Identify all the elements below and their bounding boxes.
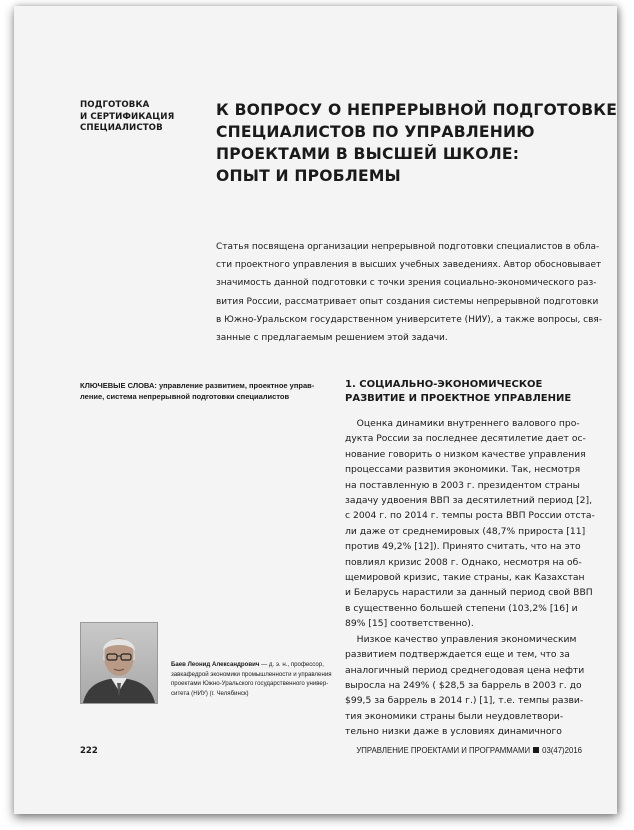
author-credentials: — д. э. н., профессор, — [259, 661, 324, 668]
article-title — [216, 99, 618, 187]
body-line: $99,5 за баррель в 2014 г.) [1], т.е. темпы разви- — [345, 695, 584, 707]
abstract — [216, 238, 603, 347]
body-line: аналогичный период среднегодовая цена нефти — [345, 664, 585, 676]
body-line: с 2004 г. по 2014 г. темпы роста ВВП России отста- — [345, 510, 595, 522]
heading-line: РАЗВИТИЕ И ПРОЕКТНОЕ УПРАВЛЕНИЕ — [345, 392, 572, 404]
body-line: Низкое качество управления экономическим — [345, 633, 577, 645]
body-line: процессами развития экономики. Так, несмотря — [345, 464, 581, 476]
body-line: задачу удвоения ВВП за десятилетний период [2], — [345, 495, 592, 507]
keywords — [80, 380, 330, 402]
body-line: Оценка динамики внутреннего валового про- — [345, 418, 580, 429]
journal-name: УПРАВЛЕНИЕ ПРОЕКТАМИ И ПРОГРАММАМИ — [356, 746, 531, 755]
square-separator-icon — [533, 747, 539, 753]
journal-issue: 03(47)2016 — [542, 746, 582, 755]
body-text — [345, 416, 595, 740]
keywords-text: ление, система непрерывной подготовки специалистов — [80, 392, 290, 401]
author-position: завкафедрой экономики промышленности и управления — [171, 670, 332, 678]
keywords-text: управление развитием, проектное управ- — [156, 381, 315, 390]
abstract-line: вития России, рассматривает опыт создания системы непрерывной подготовки — [216, 296, 599, 307]
abstract-line: сти проектного управления в высших учебных заведениях. Автор обосновывает — [216, 260, 602, 271]
section-label-line: СПЕЦИАЛИСТОВ — [80, 123, 163, 133]
body-line: повлиял кризис 2008 г. Однако, несмотря на об- — [345, 556, 582, 568]
body-line: в существенно большей степени (103,2% [16] и — [345, 602, 578, 614]
body-line: 89% [15] соответственно). — [345, 618, 474, 630]
journal-footer — [356, 746, 582, 755]
section-label-line: И СЕРТИФИКАЦИЯ — [80, 111, 175, 122]
abstract-line: Статья посвящена организации непрерывной подготовки специалистов в обла- — [216, 242, 600, 252]
author-portrait-icon — [81, 623, 157, 703]
heading-line: 1. СОЦИАЛЬНО-ЭКОНОМИЧЕСКОЕ — [345, 379, 543, 390]
author-position: ситета (НИУ) (г. Челябинск) — [171, 689, 249, 697]
section-heading — [345, 378, 595, 405]
author-info — [171, 660, 346, 698]
author-position: проектами Южно-Уральского государственного универ- — [171, 680, 329, 688]
section-label-line: ПОДГОТОВКА — [80, 100, 150, 110]
body-line: выросла на 249% ( $28,5 за баррель в 2003 г. до — [345, 679, 582, 691]
body-line: дукта России за последнее десятилетие дает ос- — [345, 433, 586, 445]
body-line: тия экономики страны были неудовлетвори- — [345, 710, 564, 722]
abstract-line: значимость данной подготовки с точки зрения социально-экономического раз- — [216, 278, 597, 289]
author-name: Баев Леонид Александрович — [171, 661, 260, 668]
section-label — [80, 100, 200, 135]
body-line: ли даже от среднемировых (48,7% прироста [11] — [345, 525, 586, 537]
author-photo — [80, 622, 158, 704]
abstract-line: в Южно-Уральском государственном университете (НИУ), а также вопросы, свя- — [216, 314, 603, 325]
title-line: СПЕЦИАЛИСТОВ ПО УПРАВЛЕНИЮ — [216, 123, 535, 141]
body-line: тельно низки даже в условиях динамичного — [345, 726, 562, 738]
body-line: и Беларусь нарастили за данный период свой ВВП — [345, 587, 593, 599]
abstract-line: занные с предлагаемым решением этой задачи. — [216, 333, 448, 344]
body-line: на поставленную в 2003 г. президентом страны — [345, 479, 580, 491]
title-line: ПРОЕКТАМИ В ВЫСШЕЙ ШКОЛЕ: — [216, 145, 520, 163]
body-line: развитием подтверждается еще и тем, что за — [345, 649, 570, 661]
title-line: К ВОПРОСУ О НЕПРЕРЫВНОЙ ПОДГОТОВКЕ — [216, 101, 618, 119]
title-line: ОПЫТ И ПРОБЛЕМЫ — [216, 167, 401, 185]
keywords-label: КЛЮЧЕВЫЕ СЛОВА: — [80, 381, 157, 390]
page-number: 222 — [80, 746, 98, 756]
body-line: против 49,2% [12]). Принято считать, что на это — [345, 541, 581, 553]
body-line: нование говорить о низком качестве управления — [345, 448, 586, 460]
body-line: щемировой кризис, такие страны, как Казахстан — [345, 572, 585, 584]
